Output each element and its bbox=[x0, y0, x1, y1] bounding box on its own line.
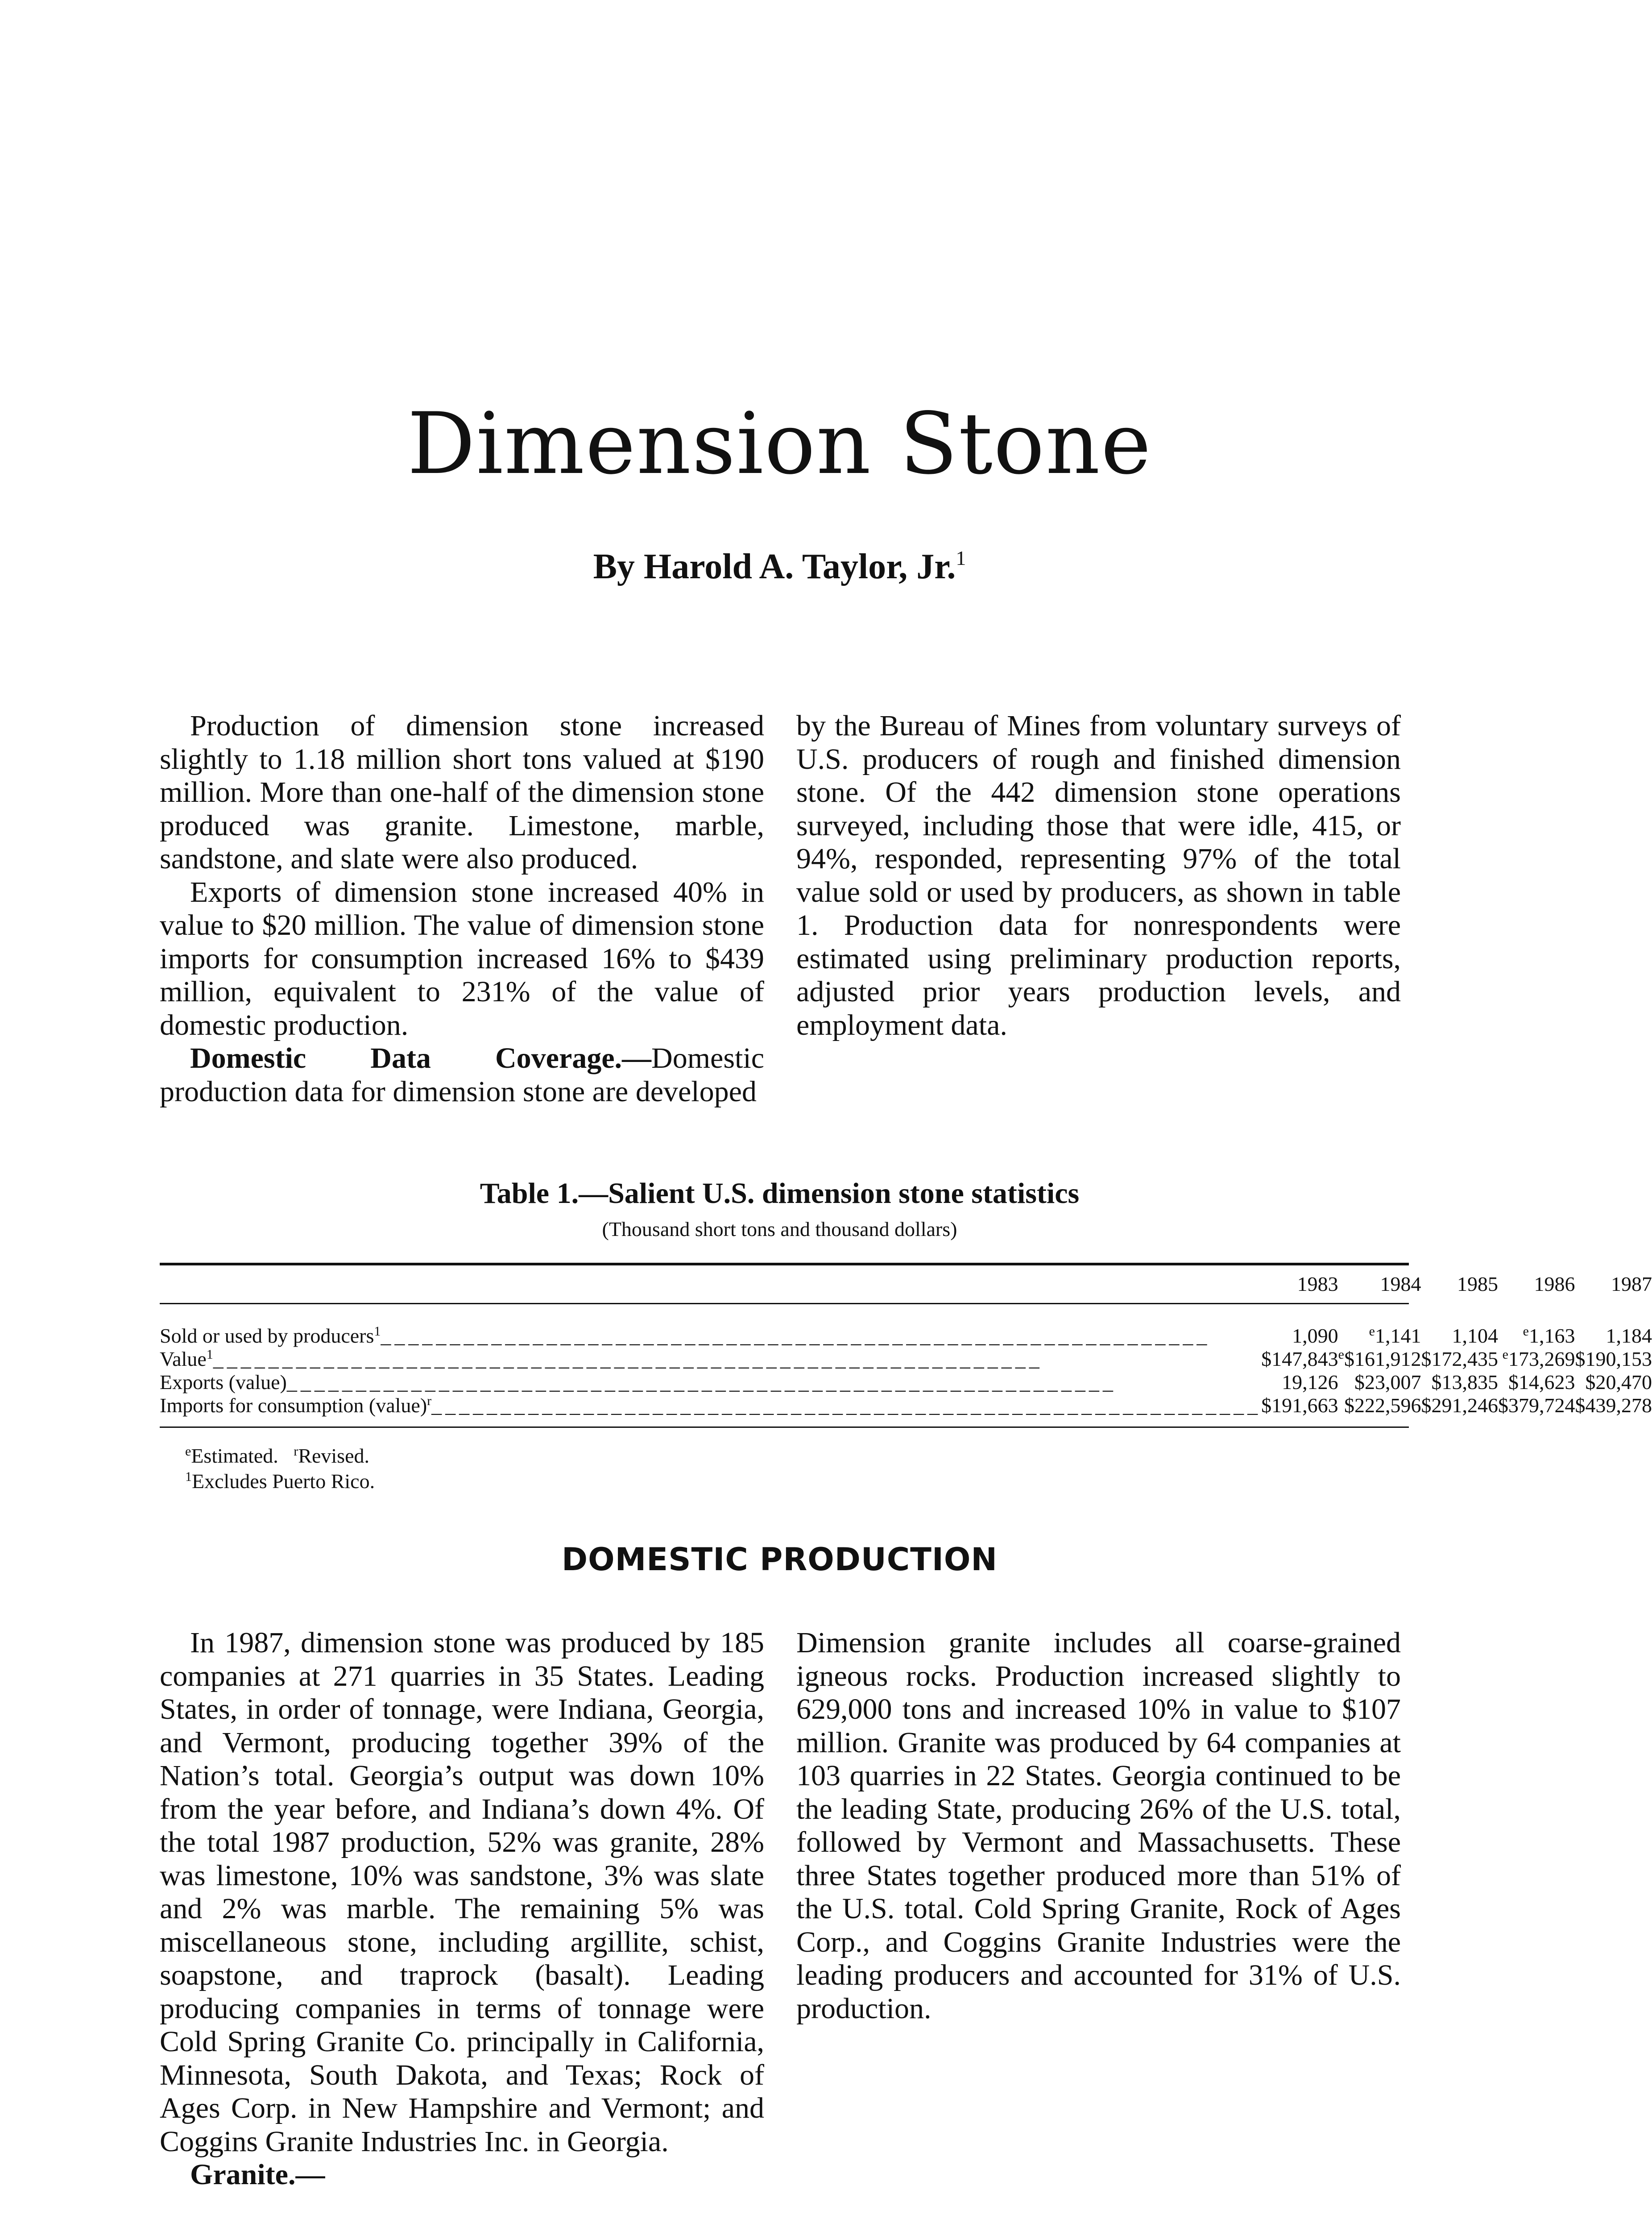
row-label: Value$^1$____________________________________________________________ bbox=[160, 1347, 1043, 1370]
table-cell: $^e$1,141 bbox=[1369, 1324, 1421, 1347]
table-row bbox=[160, 1303, 1652, 1348]
author: By Harold A. Taylor, Jr. bbox=[593, 547, 956, 586]
table-cell: $^e$\$161,912 bbox=[1338, 1347, 1421, 1370]
paragraph: Domestic Data Coverage.—Domestic production data for dimension stone are developed bbox=[160, 1042, 764, 1108]
paragraph-continued: by the Bureau of Mines from voluntary surveys of U.S. producers of rough and finished dimension stone. Of the 442 dimension stone operations surveyed, including those that were idle, 415, or 94%, responded, representing 97% of the total value sold or used by producers, as shown in table 1. Production data for nonrespondents were estimated using preliminary production reports, adjusted prior years production levels, and employment data. bbox=[796, 709, 1401, 1041]
table-footnote-estimated-revised: $^e$Estimated. $^r$Revised. bbox=[185, 1444, 369, 1467]
paragraph: In 1987, dimension stone was produced by 185 companies at 271 quarries in 35 States. Leading States, in order of tonnage, were Indiana, Georgia, and Vermont, producing together 39% of the Nation’s total. Georgia’s output was down 10% from the year before, and Indiana’s down 4%. Of the total 1987 production, 52% was granite, 28% was limestone, 10% was sandstone, 3% was slate and 2% was marble. The remaining 5% was miscellaneous stone, including argillite, schist, soapstone, and traprock (basalt). Leading producing companies in terms of tonnage were Cold Spring Granite Co. principally in California, Minnesota, South Dakota, and Texas; Rock of Ages Corp. in New Hampshire and Vermont; and Coggins Granite Industries Inc. in Georgia. bbox=[160, 1626, 764, 2158]
table-row bbox=[160, 1348, 1652, 1371]
year-header: 1985 bbox=[1457, 1272, 1498, 1295]
section-heading: DOMESTIC PRODUCTION bbox=[562, 1541, 998, 1578]
table-subtitle: (Thousand short tons and thousand dollars) bbox=[602, 1218, 957, 1240]
paragraph: Exports of dimension stone increased 40% in value to $20 million. The value of dimension stone imports for consumption increased 16% to $439 million, equivalent to 231% of the value of domestic production. bbox=[160, 875, 764, 1041]
byline-footnote-mark: 1 bbox=[956, 547, 966, 569]
paragraph-continued: Dimension granite includes all coarse-grained igneous rocks. Production increased slightly to 629,000 tons and increased 10% in value to $107 million. Granite was produced by 64 companies at 103 quarries in 22 States. Georgia continued to be the leading State, producing 26% of the U.S. total, followed by Vermont and Massachusetts. These three States together produced more than 51% of the U.S. total. Cold Spring Granite, Rock of Ages Corp., and Coggins Granite Industries were the leading producers and accounted for 31% of U.S. production. bbox=[796, 1626, 1401, 2025]
table-cell: 1,184 bbox=[1606, 1324, 1652, 1347]
year-header: 1983 bbox=[1297, 1272, 1338, 1295]
table-cell: $379,724 bbox=[1498, 1394, 1575, 1417]
table-cell: $147,843 bbox=[1261, 1348, 1338, 1370]
table-header-row bbox=[160, 1265, 1652, 1303]
intro-column-right bbox=[796, 709, 1401, 1042]
table-footnote-1: $^1$Excludes Puerto Rico. bbox=[185, 1469, 375, 1493]
domestic-column-right bbox=[796, 1626, 1401, 2025]
table-row bbox=[160, 1371, 1652, 1394]
table-header-label bbox=[160, 1265, 1261, 1303]
row-label: Imports for consumption (value)$^r$____________________________________________________________ bbox=[160, 1393, 1262, 1417]
table-cell: $172,435 bbox=[1421, 1348, 1498, 1370]
table-cell: $^e$1,163 bbox=[1523, 1324, 1575, 1347]
article-title: Dimension Stone bbox=[407, 394, 1152, 493]
table-cell: 1,104 bbox=[1452, 1324, 1498, 1347]
table-cell: $439,278 bbox=[1575, 1394, 1652, 1417]
table-row bbox=[160, 1394, 1652, 1417]
table-cell: $222,596 bbox=[1344, 1394, 1421, 1417]
table-cell: $14,623 bbox=[1508, 1371, 1575, 1393]
year-header: 1984 bbox=[1380, 1272, 1421, 1295]
table-cell: $291,246 bbox=[1421, 1394, 1498, 1417]
table-cell: $13,835 bbox=[1431, 1371, 1498, 1393]
table-cell: 1,090 bbox=[1292, 1324, 1338, 1347]
paragraph: Production of dimension stone increased slightly to 1.18 million short tons valued at $190 million. More than one-half of the dimension stone produced was granite. Limestone, marble, sandstone, and slate were also produced. bbox=[160, 709, 764, 875]
row-label: Exports (value)____________________________________________________________ bbox=[160, 1371, 1117, 1393]
year-header: 1987 bbox=[1611, 1272, 1652, 1295]
table-cell: $23,007 bbox=[1354, 1371, 1421, 1393]
salient-statistics-table bbox=[160, 1265, 1652, 1417]
row-label: Sold or used by producers$^1$____________________________________________________________ bbox=[160, 1324, 1211, 1347]
domestic-column-left bbox=[160, 1626, 764, 2192]
intro-column-left bbox=[160, 709, 764, 1108]
table-bottom-rule bbox=[160, 1427, 1409, 1428]
table-cell: $^e$173,269 bbox=[1502, 1347, 1575, 1370]
byline bbox=[0, 544, 1559, 589]
table-title: Table 1.—Salient U.S. dimension stone statistics bbox=[480, 1177, 1080, 1210]
paragraph: Granite.— bbox=[190, 2158, 325, 2191]
table-cell: 19,126 bbox=[1282, 1371, 1338, 1393]
table-cell: $20,470 bbox=[1585, 1371, 1652, 1393]
table-cell: $191,663 bbox=[1261, 1394, 1338, 1417]
table-cell: $190,153 bbox=[1575, 1348, 1652, 1370]
year-header: 1986 bbox=[1534, 1272, 1575, 1295]
